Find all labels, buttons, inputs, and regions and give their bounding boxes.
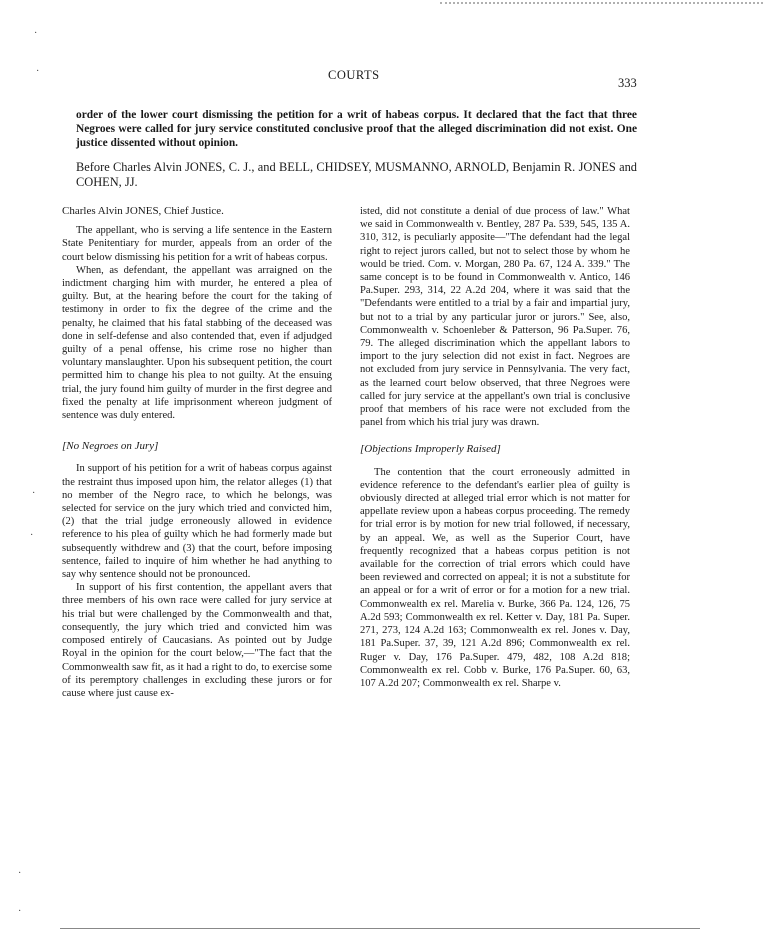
running-head: COURTS <box>328 68 380 82</box>
paragraph: When, as defendant, the appellant was arraigned on the indictment charging him with murder, he entered a plea of guilty. But, at the hearing before the court for the taking of testimony in order to fix the degree of the crime and the penalty, he claimed that his fatal stabbing of the deceased was done in self-defense and also contended that, even if adjudged guilty of a penal offense, his crime rose no higher than voluntary manslaughter. Upon his subsequent petition, the court permitted him to change his plea to not guilty. At the ensuing trial, the jury found him guilty of murder in the first degree and fixed the penalty at life imprisonment whereon judgment of sentence was duly entered. <box>62 264 332 422</box>
opinion-author: Charles Alvin JONES, Chief Justice. <box>62 205 224 217</box>
page-number: 333 <box>618 76 637 90</box>
scan-speck: · <box>36 66 40 77</box>
bench-listing: Before Charles Alvin JONES, C. J., and BELL, CHIDSEY, MUSMANNO, ARNOLD, Benjamin R. JONES and COHEN, JJ. <box>76 160 637 189</box>
scan-speck: · <box>18 906 22 917</box>
right-column <box>360 205 630 690</box>
paragraph: In support of his first contention, the appellant avers that three members of his own race were called for jury service at his trial but were challenged by the Commonwealth and that, consequently, the jury which tried and convicted him was composed entirely of Caucasians. As pointed out by Judge Royal in the opinion for the court below,—"The fact that the Commonwealth saw fit, as it had a right to do, to exercise some of its peremptory challenges in excluding these jurors or for cause where just cause ex- <box>62 582 332 699</box>
scan-speck: · <box>18 868 22 879</box>
section-heading: [Objections Improperly Raised] <box>360 443 501 456</box>
section-heading: [No Negroes on Jury] <box>62 440 159 453</box>
paragraph: In support of his petition for a writ of habeas corpus against the restraint thus imposed upon him, the relator alleges (1) that no member of the Negro race, to which he belongs, was selected for service on the jury which tried and convicted him, (2) that the trial judge erroneously allowed in evidence reference to his plea of guilty which he had formerly made but subsequently withdrew and (3) that the court, before imposing sentence, failed to inquire of him whether he had anything to say why sentence should not be pronounced. <box>62 463 332 581</box>
scan-speck: · <box>34 28 38 39</box>
paragraph: The appellant, who is serving a life sentence in the Eastern State Penitentiary for murder, appeals from an order of the court below dismissing his petition for a writ of habeas corpus. <box>62 225 332 263</box>
top-dotted-rule <box>440 2 763 4</box>
scan-speck: · <box>32 488 36 499</box>
paragraph: The contention that the court erroneously admitted in evidence reference to the defendant's earlier plea of guilty is obviously directed at alleged trial error which is not matter for appellate review upon a habeas corpus proceeding. The remedy for trial error is by motion for new trial followed, if necessary, by an appeal. We, as well as the Superior Court, have frequently recognized that a habeas corpus petition is not available for the correction of trial errors which could have been reviewed and corrected on appeal; it is not a substitute for an appeal or for a writ of error or for a motion for a new trial. Commonwealth ex rel. Marelia v. Burke, 366 Pa. 124, 126, 75 A.2d 593; Commonwealth ex rel. Ketter v. Day, 181 Pa. Super. 271, 273, 124 A.2d 163; Commonwealth ex rel. Jones v. Day, 181 Pa.Super. 37, 39, 121 A.2d 896; Commonwealth ex rel. Ruger v. Day, 176 Pa.Super. 479, 482, 108 A.2d 818; Commonwealth ex rel. Cobb v. Burke, 176 Pa.Super. 60, 63, 107 A.2d 207; Commonwealth ex rel. Sharpe v. <box>360 466 630 689</box>
scan-speck: · <box>30 530 34 541</box>
case-summary: order of the lower court dismissing the petition for a writ of habeas corpus. It declared that the fact that three Negroes were called for jury service constituted conclusive proof that the alleged discrimination did not exist. One justice dissented without opinion. <box>76 109 637 149</box>
paragraph: isted, did not constitute a denial of due process of law." What we said in Commonwealth v. Bentley, 287 Pa. 539, 545, 135 A. 310, 312, is peculiarly apposite—"The defendant had the legal right to reject jurors called, but not to select those by whom he would be tried. Com. v. Morgan, 280 Pa. 67, 124 A. 339." The same concept is to be found in Commonwealth v. Antico, 146 Pa.Super. 293, 314, 22 A.2d 204, where it was said that the "Defendants were entitled to a trial by a fair and impartial jury, but not to a trial by any particular juror or jurors." See, also, Commonwealth v. Schoenleber & Patterson, 96 Pa.Super. 76, 79. The alleged discrimination which the appellant labors to import to the jury selection did not exist in fact. Negroes are not excluded from jury service in Pennsylvania. The very fact, as the learned court below observed, that three Negroes were called for jury service at the appellant's own trial is conclusive proof that members of his race were not excluded from the panel from which his trial jury was drawn. <box>360 206 630 429</box>
left-column <box>62 205 332 700</box>
bottom-rule <box>60 928 700 929</box>
